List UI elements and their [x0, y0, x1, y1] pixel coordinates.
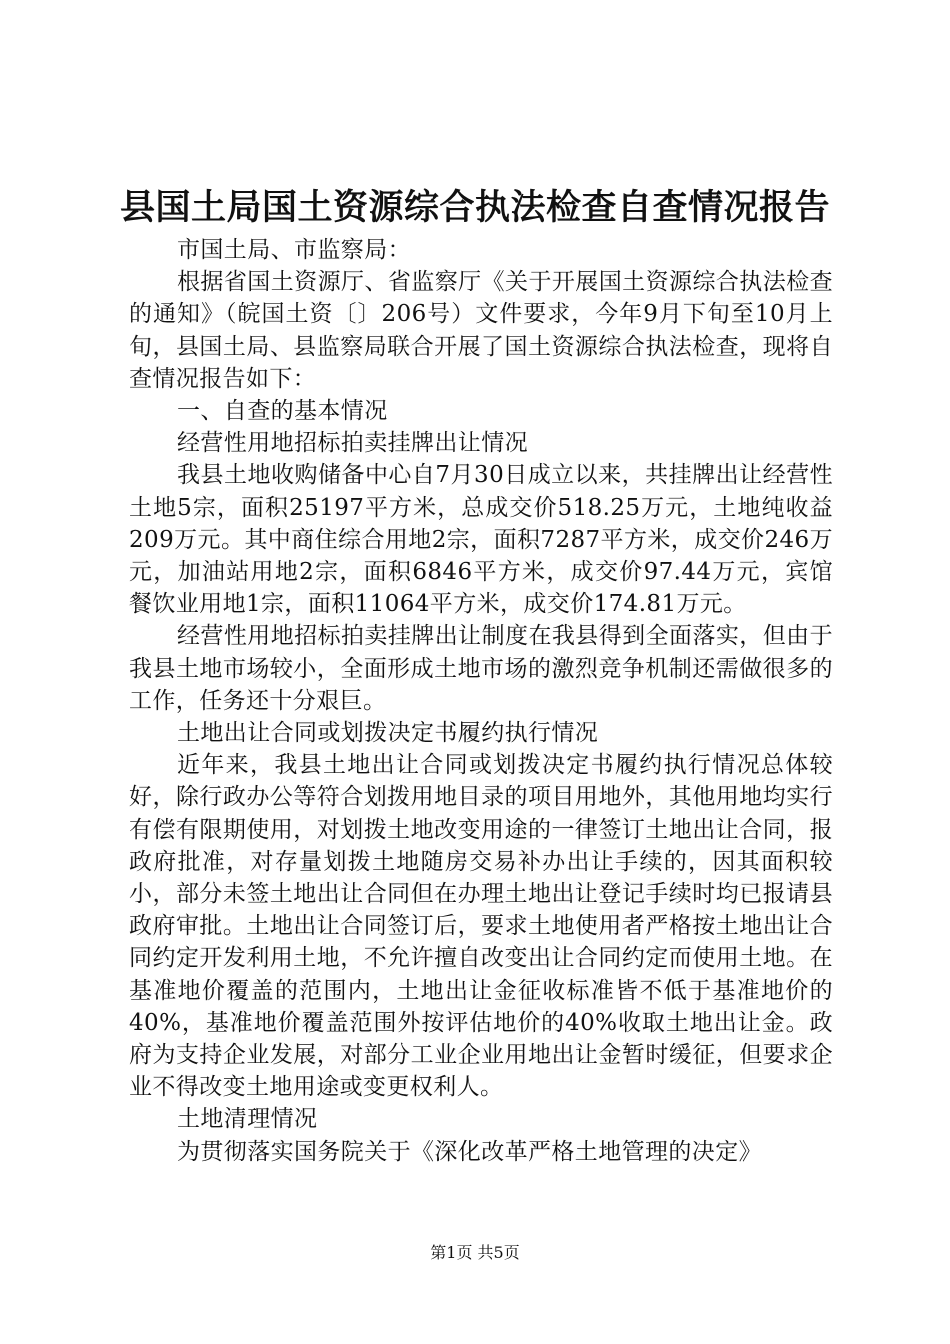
document-title: 县国土局国土资源综合执法检查自查情况报告 — [119, 187, 830, 228]
section-heading: 一、自查的基本情况 — [177, 398, 388, 425]
body-paragraph: 经营性用地招标拍卖挂牌出让制度在我县得到全面落实，但由于我县土地市场较小，全面形成土地市场的激烈竞争机制还需做很多的工作，任务还十分艰巨。 — [129, 623, 833, 714]
intro-paragraph: 根据省国土资源厅、省监察厅《关于开展国土资源综合执法检查的通知》（皖国土资〔〕206号）文件要求，今年9月下旬至10月上旬，县国土局、县监察局联合开展了国土资源综合执法检查，现将自查情况报告如下： — [129, 269, 833, 392]
subheading: 土地出让合同或划拨决定书履约执行情况 — [177, 720, 599, 747]
body-paragraph: 我县土地收购储备中心自7月30日成立以来，共挂牌出让经营性土地5宗，面积25197平方米，总成交价518.25万元，土地纯收益209万元。其中商住综合用地2宗，面积7287平方米，成交价246万元，加油站用地2宗，面积6846平方米，成交价97.44万元，宾馆餐饮业用地1宗，面积11064平方米，成交价174.81万元。 — [129, 462, 833, 618]
subheading: 土地清理情况 — [177, 1106, 318, 1133]
page-footer: 第1页 共5页 — [430, 1243, 520, 1262]
subheading: 经营性用地招标拍卖挂牌出让情况 — [177, 430, 528, 457]
document-body — [129, 234, 833, 1168]
body-paragraph: 为贯彻落实国务院关于《深化改革严格土地管理的决定》 — [177, 1138, 762, 1165]
body-paragraph: 近年来，我县土地出让合同或划拨决定书履约执行情况总体较好，除行政办公等符合划拨用地目录的项目用地外，其他用地均实行有偿有限期使用，对划拨土地改变用途的一律签订土地出让合同，报政府批准，对存量划拨土地随房交易补办出让手续的，因其面积较小，部分未签土地出让合同但在办理土地出让登记手续时均已报请县政府审批。土地出让合同签订后，要求土地使用者严格按土地出让合同约定开发利用土地，不允许擅自改变出让合同约定而使用土地。在基准地价覆盖的范围内，土地出让金征收标准皆不低于基准地价的40%，基准地价覆盖范围外按评估地价的40%收取土地出让金。政府为支持企业发展，对部分工业企业用地出让金暂时缓征，但要求企业不得改变土地用途或变更权利人。 — [129, 752, 833, 1101]
addressee: 市国土局、市监察局： — [177, 237, 411, 263]
